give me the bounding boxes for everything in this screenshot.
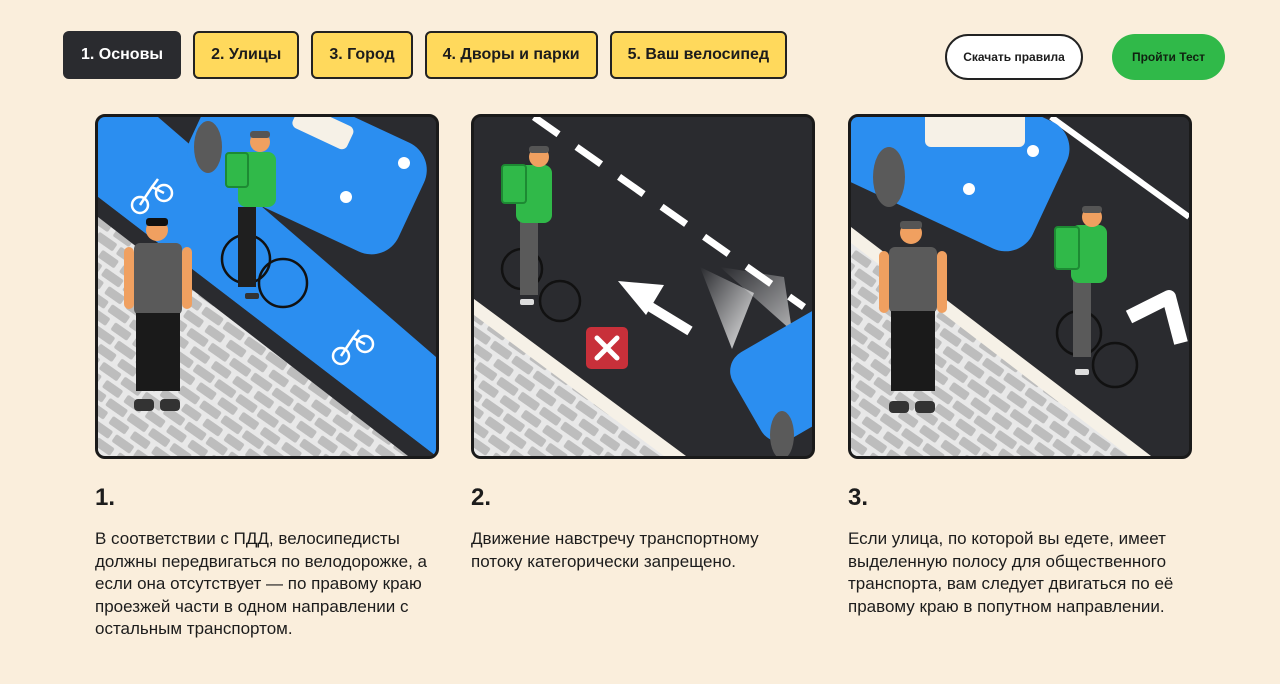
rule-text: В соответствии с ПДД, велосипедисты должны передвигаться по велодорожке, а если она отсутствует — по правому краю проезжей части в одном направлении с остальным транспортом. xyxy=(95,529,427,638)
rule-text: Если улица, по которой вы едете, имеет выделенную полосу для общественного транспорта, вам следует двигаться по её правому краю в попутном направлении. xyxy=(848,529,1174,616)
rule-number: 1. xyxy=(95,484,116,511)
take-test-button[interactable]: Пройти Тест xyxy=(1112,34,1225,80)
illustration-wrong-way xyxy=(471,114,815,459)
section-tabs xyxy=(63,31,787,79)
rule-number: 2. xyxy=(471,484,492,511)
rule-number: 3. xyxy=(848,484,869,511)
tab-city[interactable]: 3. Город xyxy=(311,31,412,79)
tab-yards-parks[interactable]: 4. Дворы и парки xyxy=(425,31,598,79)
illustration-bike-lane xyxy=(95,114,439,459)
tab-streets[interactable]: 2. Улицы xyxy=(193,31,299,79)
tab-your-bike[interactable]: 5. Ваш велосипед xyxy=(610,31,788,79)
download-rules-button[interactable]: Скачать правила xyxy=(945,34,1083,80)
illustration-bus-lane xyxy=(848,114,1192,459)
forbidden-x-icon xyxy=(586,327,628,369)
rule-text: Движение навстречу транспортному потоку категорически запрещено. xyxy=(471,529,759,571)
tab-basics[interactable]: 1. Основы xyxy=(63,31,181,79)
